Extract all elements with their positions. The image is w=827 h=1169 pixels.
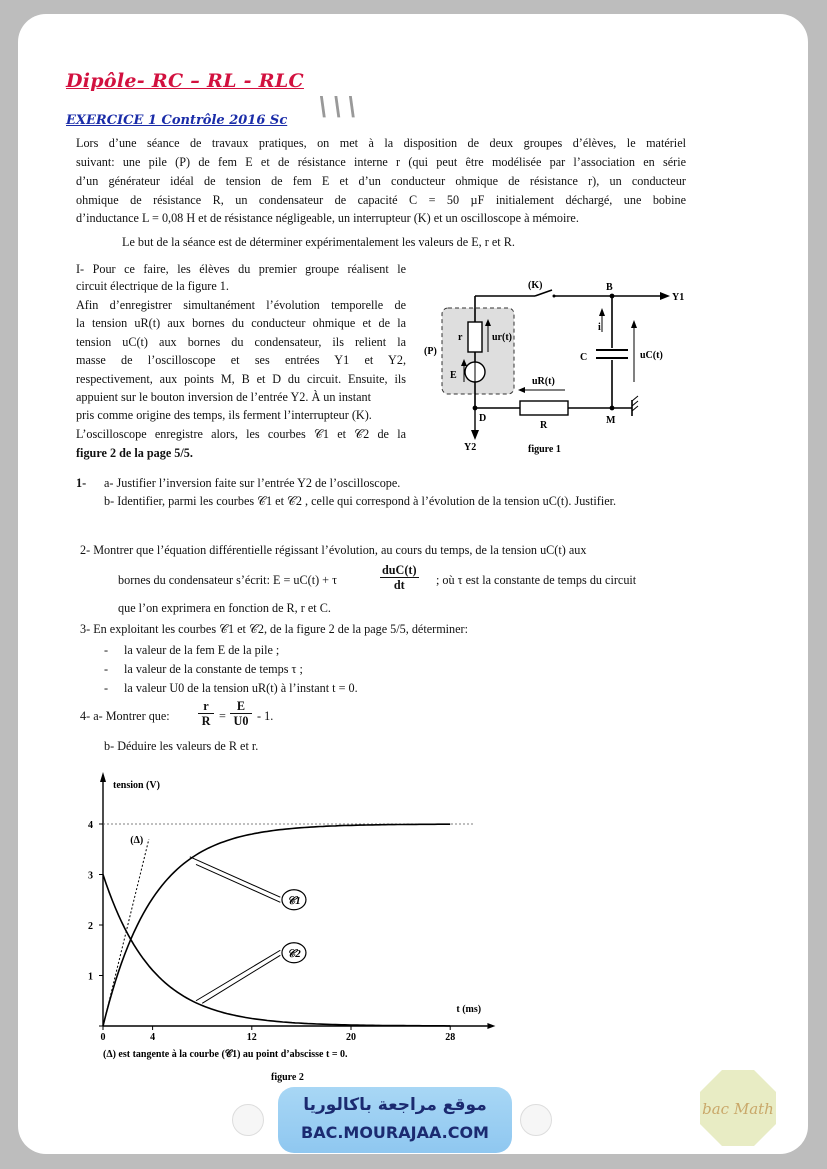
q2-prefix: bornes du condensateur s’écrit: E = uC(t) + τ bbox=[118, 573, 338, 587]
q4a-f2-num: E bbox=[230, 699, 252, 714]
page-title: Dipôle- RC – RL - RLC bbox=[66, 70, 304, 92]
label-m: M bbox=[606, 415, 616, 426]
q1-number: 1- bbox=[76, 476, 87, 490]
ground-hatch bbox=[632, 396, 638, 401]
y-tick-label: 2 bbox=[88, 921, 93, 932]
label-d: D bbox=[479, 413, 487, 424]
arrow bbox=[599, 308, 605, 316]
logo-text: bac Math bbox=[702, 1100, 774, 1118]
ground-hatch bbox=[632, 401, 638, 406]
q3-item: la valeur U0 de la tension uR(t) à l’instant t = 0. bbox=[124, 681, 358, 695]
label-p: (P) bbox=[424, 346, 437, 357]
figure-2-chart bbox=[70, 768, 510, 1088]
q2-fraction bbox=[380, 563, 419, 592]
site-url[interactable]: BAC.MOURAJAA.COM bbox=[301, 1123, 489, 1142]
part1-line: circuit électrique de la figure 1. bbox=[76, 279, 229, 293]
label-c: C bbox=[580, 352, 588, 363]
resistor-r bbox=[468, 322, 482, 352]
x-tick-label: 28 bbox=[445, 1032, 456, 1043]
figure-2-caption: figure 2 bbox=[271, 1072, 304, 1083]
label-y1: Y1 bbox=[672, 292, 685, 303]
x-tick-label: 20 bbox=[346, 1032, 356, 1043]
c1-label: 𝒞1 bbox=[287, 894, 301, 907]
book-logo-icon bbox=[232, 1104, 264, 1136]
arrow bbox=[660, 292, 670, 300]
label-y2: Y2 bbox=[464, 442, 477, 453]
x-tick-label: 0 bbox=[100, 1032, 106, 1043]
arrow bbox=[471, 430, 479, 440]
intro-line: d’inductance L = 0,08 H et de résistance négligeable, un interrupteur (K) et un oscilloscope à mémoire. bbox=[76, 211, 579, 225]
q2-frac-den: dt bbox=[393, 578, 405, 592]
label-b: B bbox=[606, 282, 613, 293]
tangent-delta-line bbox=[103, 839, 149, 1026]
q1a-text: a- Justifier l’inversion faite sur l’entrée Y2 de l’oscilloscope. bbox=[104, 476, 401, 490]
site-banner[interactable] bbox=[278, 1087, 512, 1153]
y-axis-arrow bbox=[100, 772, 106, 782]
part1-line: appuient sur le bouton inversion de l’entrée Y2. À un instant bbox=[76, 390, 372, 404]
q3-item: la valeur de la constante de temps τ ; bbox=[124, 662, 303, 676]
intro-line: ohmique de résistance R, un condensateur de capacité C = 50 µF initialement déchargé, une bobine bbox=[76, 193, 686, 207]
series-c1-line bbox=[103, 824, 450, 1026]
y-tick-label: 1 bbox=[88, 971, 93, 983]
bac-math-logo bbox=[698, 1068, 778, 1148]
part1-line: I- Pour ce faire, les élèves du premier groupe réalisent le bbox=[76, 262, 406, 276]
c2-callout bbox=[202, 955, 280, 1003]
resistor-R bbox=[520, 401, 568, 415]
q4a-f1-num: r bbox=[198, 699, 214, 714]
q4a-fraction-1 bbox=[198, 699, 214, 728]
part1-line: masse de l’oscilloscope et ses entrées Y1 et Y2, bbox=[76, 353, 406, 367]
site-name-arabic: موقع مراجعة باكالوريا bbox=[303, 1095, 487, 1115]
y-axis-label: tension (V) bbox=[113, 780, 160, 791]
arrow bbox=[631, 320, 637, 328]
intro-line: suivant: une pile (P) de fem E et de résistance interne r (qui peut être modélisée par l’association en série bbox=[76, 155, 686, 169]
q4b-text: b- Déduire les valeurs de R et r. bbox=[104, 739, 259, 753]
x-tick-label: 12 bbox=[246, 1032, 257, 1043]
series-c2-line bbox=[103, 875, 450, 1026]
q1b-text: b- Identifier, parmi les courbes 𝒞1 et 𝒞2 , celle qui correspond à l’évolution de la tension uC(t). Justifier. bbox=[104, 494, 617, 508]
label-k: (K) bbox=[528, 280, 543, 291]
q4a-f1-den: R bbox=[201, 714, 211, 728]
x-tick-label: 4 bbox=[150, 1032, 156, 1043]
q3-line1: 3- En exploitant les courbes 𝒞1 et 𝒞2, de la figure 2 de la page 5/5, déterminer: bbox=[80, 622, 469, 636]
x-axis-arrow bbox=[487, 1023, 495, 1029]
circuit-figure-1 bbox=[420, 270, 690, 460]
part1-line: Afin d’enregistrer simultanément l’évolution temporelle de bbox=[76, 298, 406, 312]
q2-line3: que l’on exprimera en fonction de R, r et C. bbox=[118, 601, 331, 615]
label-r-small: r bbox=[458, 332, 463, 343]
label-i: i bbox=[598, 322, 601, 333]
part1-line: figure 2 de la page 5/5. bbox=[76, 446, 193, 460]
q4a-equals: = bbox=[219, 709, 226, 723]
q3-bullet: - bbox=[104, 681, 109, 695]
book-logo-icon bbox=[520, 1104, 552, 1136]
tangent-label: (Δ) bbox=[130, 835, 144, 847]
label-ur-big: uR(t) bbox=[532, 376, 555, 387]
q3-item: la valeur de la fem E de la pile ; bbox=[124, 643, 280, 657]
label-e: E bbox=[450, 370, 457, 381]
exercise-title: EXERCICE 1 Contrôle 2016 Sc bbox=[66, 113, 288, 128]
q3-bullet: - bbox=[104, 643, 109, 657]
q2-suffix: ; où τ est la constante de temps du circuit bbox=[436, 573, 637, 587]
y-tick-label: 4 bbox=[88, 820, 93, 831]
q2-frac-num: duC(t) bbox=[382, 563, 417, 577]
label-ur: ur(t) bbox=[492, 332, 512, 343]
q4a-suffix: - 1. bbox=[257, 709, 274, 723]
y-tick-label: 3 bbox=[88, 870, 93, 882]
q4a-prefix: 4- a- Montrer que: bbox=[80, 709, 170, 723]
part1-line: L’oscilloscope enregistre alors, les courbes 𝒞1 et 𝒞2 de la bbox=[76, 427, 406, 441]
goal-line: Le but de la séance est de déterminer expérimentalement les valeurs de E, r et R. bbox=[122, 235, 515, 249]
part1-line: tension uC(t) aux bornes du condensateur, ils relient la bbox=[76, 335, 406, 349]
c1-callout bbox=[196, 864, 280, 902]
handwritten-mark: \ \ \ bbox=[315, 92, 358, 122]
part1-line: pris comme origine des temps, ils ferment l’interrupteur (K). bbox=[76, 408, 372, 422]
figure-1-caption: figure 1 bbox=[528, 444, 561, 455]
intro-line: Lors d’une séance de travaux pratiques, on met à la disposition de deux groupes d’élèves, le matériel bbox=[76, 136, 686, 150]
part1-line: la tension uR(t) aux bornes du conducteur ohmique et de la bbox=[76, 316, 406, 330]
label-r-big: R bbox=[540, 420, 548, 431]
part1-line: respectivement, aux points M, B et D du circuit. Ensuite, ils bbox=[76, 372, 406, 386]
c2-callout bbox=[196, 950, 280, 1001]
tangent-note: (Δ) est tangente à la courbe (𝒞1) au point d’abscisse t = 0. bbox=[103, 1049, 348, 1060]
ground-hatch bbox=[632, 406, 638, 411]
c1-callout bbox=[190, 857, 281, 897]
label-uc: uC(t) bbox=[640, 350, 663, 361]
q3-bullet: - bbox=[104, 662, 109, 676]
x-axis-label: t (ms) bbox=[456, 1004, 482, 1015]
intro-line: d’un générateur idéal de tension de fem E et d’un conducteur ohmique de résistance r), un conducteur bbox=[76, 174, 686, 188]
q2-line1: 2- Montrer que l’équation différentielle régissant l’évolution, au cours du temps, de la tension uC(t) aux bbox=[80, 543, 587, 557]
node-m bbox=[610, 406, 615, 411]
arrow bbox=[518, 387, 525, 393]
q4a-fraction-2 bbox=[230, 699, 252, 728]
q4a-f2-den: U0 bbox=[233, 714, 249, 728]
c2-label: 𝒞2 bbox=[287, 947, 301, 960]
